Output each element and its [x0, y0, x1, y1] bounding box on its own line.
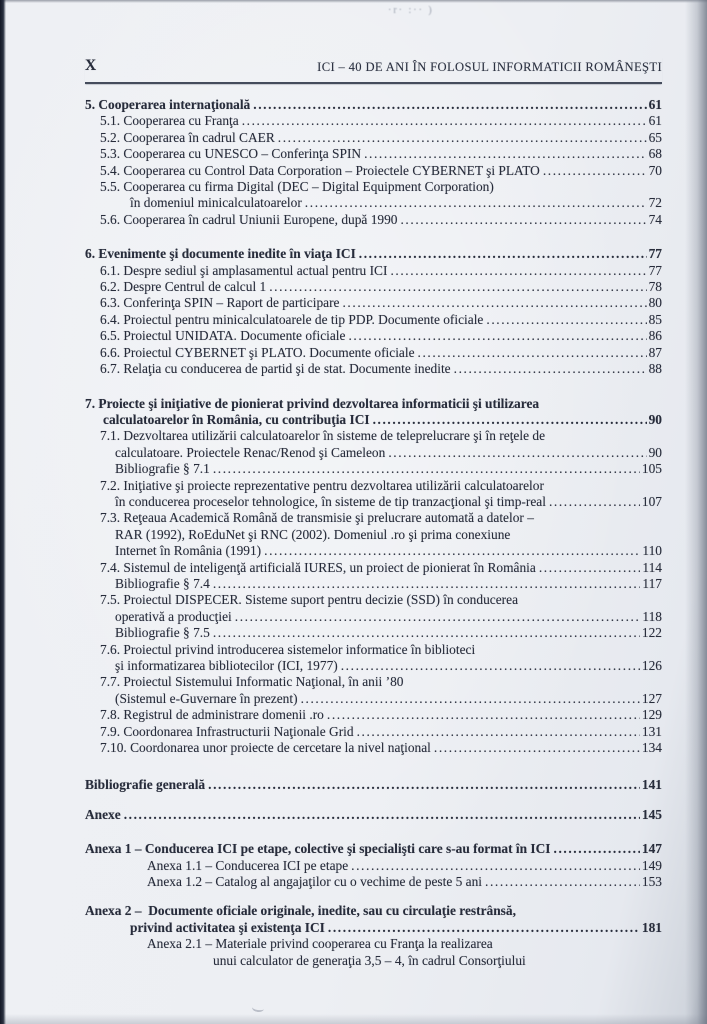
toc-page-number: 114 — [642, 559, 662, 575]
toc-line-text: 5.6. Cooperarea în cadrul Uniunii Europene, după 1990 — [100, 211, 398, 227]
toc-line-text: 5. Cooperarea internaţională — [85, 97, 251, 112]
toc-line — [85, 724, 662, 740]
toc-line-text: 7.1. Dezvoltarea utilizării calculatoarelor în sisteme de teleprelucrare şi în reţele de — [100, 428, 546, 444]
toc-leader-dots — [341, 658, 640, 674]
toc-leader-dots — [418, 345, 647, 361]
toc-leader-dots — [373, 412, 647, 428]
toc-leader-dots — [253, 97, 646, 113]
toc-line — [85, 295, 662, 311]
toc-page-number: 78 — [648, 279, 662, 295]
toc-line — [85, 97, 662, 113]
toc-line — [85, 428, 662, 444]
toc-page-number: 72 — [648, 195, 662, 211]
toc-line-text: 6.4. Proiectul pentru minicalculatoarele de tip PDP. Documente oficiale — [100, 311, 484, 327]
folio-number: X — [85, 57, 98, 74]
toc-page-number: 80 — [648, 295, 662, 311]
toc-page-number: 149 — [641, 857, 662, 873]
toc-line-text: 7.2. Iniţiative şi proiecte reprezentative pentru dezvoltarea utilizării calculatoarelor — [100, 477, 544, 493]
toc-line — [85, 609, 662, 625]
toc-line — [85, 625, 662, 641]
toc-page-number: 147 — [641, 841, 662, 857]
scan-bottom-edge — [0, 1014, 707, 1024]
toc-line-text: 6.2. Despre Centrul de calcul 1 — [100, 279, 267, 295]
toc-line-text: 6.5. Proiectul UNIDATA. Documente oficiale — [100, 328, 346, 344]
toc-leader-dots — [351, 858, 640, 874]
toc-leader-dots — [434, 740, 640, 756]
toc-page-number: 118 — [642, 608, 662, 624]
toc-line — [85, 658, 662, 674]
toc-line — [85, 841, 662, 857]
toc-line — [85, 361, 662, 377]
toc-page-number: 68 — [648, 146, 662, 162]
toc-line-text: 6.3. Conferinţa SPIN – Raport de participare — [100, 295, 340, 311]
scan-left-edge — [0, 0, 6, 1024]
toc-line — [85, 691, 662, 707]
toc-leader-dots — [543, 163, 647, 179]
toc-leader-dots — [342, 295, 646, 311]
toc-line-text: (Sistemul e-Guvernare în prezent) — [115, 690, 298, 706]
toc-page-number: 61 — [648, 113, 662, 129]
toc-leader-dots — [124, 807, 640, 823]
toc-leader-dots — [235, 609, 641, 625]
toc-line — [85, 920, 662, 936]
toc-line-text: Anexa 2 – Documente oficiale originale, inedite, sau cu circulaţie restrânsă, — [85, 903, 516, 919]
toc-leader-dots — [486, 312, 646, 328]
toc-line-text: şi informatizarea bibliotecilor (ICI, 1977) — [115, 658, 338, 673]
toc-page-number: 122 — [641, 625, 662, 641]
toc-page-number: 127 — [641, 690, 662, 706]
toc-line-text: 5.1. Cooperarea cu Franţa — [100, 113, 239, 129]
toc-page-number: 105 — [641, 461, 662, 477]
toc-line-text: 7.3. Reţeaua Academică Română de transmisie şi prelucrare automată a datelor – — [100, 510, 534, 526]
toc-leader-dots — [485, 874, 640, 890]
scan-smudge — [252, 1003, 265, 1013]
toc-line-text: RAR (1992), RoEduNet şi RNC (2002). Domeniul .ro şi prima conexiune — [115, 526, 511, 542]
toc-line-text: 6.7. Relaţia cu conducerea de partid şi de stat. Documente inedite — [100, 361, 451, 377]
toc-line — [85, 146, 662, 162]
toc-line — [85, 858, 662, 874]
toc-page-number: 129 — [641, 707, 662, 723]
toc-line — [85, 445, 662, 461]
toc-line — [85, 130, 662, 146]
toc-line-text: 7.8. Registrul de administrare domenii .ro — [100, 707, 324, 723]
toc-line-text: 7.5. Proiectul DISPECER. Sisteme suport pentru decizie (SSD) în conducerea — [100, 592, 519, 608]
toc-line-text: Anexa 1 – Conducerea ICI pe etape, colective şi specialişti care s-au format în ICI — [85, 841, 551, 857]
toc-line — [85, 807, 662, 823]
toc-leader-dots — [400, 212, 646, 228]
toc-page-number: 70 — [648, 162, 662, 178]
toc-leader-dots — [549, 494, 640, 510]
toc-line — [85, 510, 662, 526]
toc-page-number: 61 — [648, 97, 662, 112]
toc-line-text: Anexa 1.2 – Catalog al angajaţilor cu o vechime de peste 5 ani — [147, 874, 483, 890]
toc-page-number: 153 — [641, 874, 662, 890]
scan-artifact: ·r· :·· ) — [388, 5, 434, 16]
toc-page-number: 87 — [648, 344, 662, 360]
toc-line-text: operativă a producţiei — [115, 608, 232, 624]
toc-line-text: 5.5. Cooperarea cu firma Digital (DEC – Digital Equipment Corporation) — [100, 179, 494, 195]
toc-page-number: 90 — [648, 444, 662, 460]
toc-page-number: 77 — [648, 246, 662, 262]
toc-leader-dots — [359, 246, 647, 262]
toc-line — [85, 461, 662, 477]
toc-line — [85, 179, 662, 195]
toc-page-number: 65 — [648, 129, 662, 145]
toc-line-text: 6.1. Despre sediul şi amplasamentul actual pentru ICI — [100, 262, 388, 278]
toc-line-text: 5.2. Cooperarea în cadrul CAER — [100, 129, 275, 145]
table-of-contents — [85, 97, 662, 969]
toc-line-text: 5.3. Cooperarea cu UNESCO – Conferinţa SPIN — [100, 146, 362, 162]
toc-leader-dots — [213, 625, 640, 641]
toc-leader-dots — [305, 195, 647, 211]
scan-top-edge — [0, 0, 707, 3]
toc-line-text: Anexa 2.1 – Materiale privind cooperarea cu Franţa la realizarea — [147, 936, 493, 952]
toc-line — [85, 953, 662, 969]
toc-line-text: în conducerea proceselor tehnologice, în sisteme de tip tranzacţional şi timp-real — [115, 493, 546, 509]
toc-line-text: Anexa 1.1 – Conducerea ICI pe etape — [147, 857, 349, 873]
toc-leader-dots — [390, 263, 646, 279]
page-header — [85, 57, 662, 84]
toc-line — [85, 494, 662, 510]
toc-leader-dots — [327, 707, 640, 723]
toc-leader-dots — [301, 691, 640, 707]
toc-leader-dots — [454, 361, 647, 377]
toc-page-number: 77 — [648, 262, 662, 278]
toc-line — [85, 874, 662, 890]
toc-line — [85, 576, 662, 592]
toc-line-text: 7.10. Coordonarea unor proiecte de cercetare la nivel naţional — [100, 740, 431, 756]
toc-line — [85, 345, 662, 361]
toc-line-text: 5.4. Cooperarea cu Control Data Corporation – Proiectele CYBERNET şi PLATO — [100, 162, 540, 178]
toc-line — [85, 777, 662, 793]
toc-line-text: 6. Evenimente şi documente inedite în viaţa ICI — [85, 246, 356, 262]
toc-line — [85, 396, 662, 412]
toc-line-text: Bibliografie § 7.4 — [115, 575, 210, 591]
toc-page-number: 110 — [642, 543, 662, 559]
toc-line — [85, 212, 662, 228]
toc-line — [85, 312, 662, 328]
toc-line — [85, 163, 662, 179]
toc-line-text: calculatoarelor în România, cu contribuţia ICI — [103, 411, 370, 427]
toc-page-number: 107 — [641, 493, 662, 509]
toc-line — [85, 592, 662, 608]
toc-line — [85, 707, 662, 723]
toc-line — [85, 527, 662, 543]
toc-line — [85, 936, 662, 952]
toc-line — [85, 279, 662, 295]
toc-line — [85, 246, 662, 262]
toc-page-number: 117 — [642, 575, 662, 591]
toc-line-text: Bibliografie generală — [85, 777, 206, 793]
toc-page-number: 85 — [648, 311, 662, 327]
toc-leader-dots — [213, 576, 641, 592]
toc-line-text: Bibliografie § 7.5 — [115, 625, 210, 641]
toc-page-number: 90 — [648, 411, 662, 427]
toc-leader-dots — [388, 445, 646, 461]
toc-line — [85, 560, 662, 576]
toc-page-number: 145 — [641, 806, 662, 822]
toc-line — [85, 674, 662, 690]
toc-line-text: 7. Proiecte şi iniţiative de pionierat privind dezvoltarea informaticii şi utilizarea — [85, 395, 540, 411]
toc-leader-dots — [364, 146, 647, 162]
toc-line-text: 6.6. Proiectul CYBERNET şi PLATO. Documente oficiale — [100, 344, 415, 360]
toc-leader-dots — [242, 113, 647, 129]
toc-leader-dots — [539, 560, 641, 576]
toc-page-number: 181 — [641, 919, 662, 935]
toc-line-text: Bibliografie § 7.1 — [115, 461, 210, 477]
toc-leader-dots — [554, 841, 640, 857]
toc-leader-dots — [213, 461, 640, 477]
toc-line-text: 7.4. Sistemul de inteligenţă artificială IURES, un proiect de pionierat în România — [100, 559, 536, 575]
toc-line — [85, 642, 662, 658]
toc-line-text: calculatoare. Proiectele Renac/Renod şi Cameleon — [115, 444, 386, 460]
toc-line-text: Anexe — [85, 806, 121, 822]
toc-page-number: 126 — [641, 658, 662, 673]
toc-leader-dots — [278, 130, 647, 146]
running-title: ICI – 40 DE ANI ÎN FOLOSUL INFORMATICII ROMÂNEŞTI — [317, 60, 662, 74]
toc-line — [85, 903, 662, 919]
toc-leader-dots — [328, 920, 640, 936]
toc-line — [85, 113, 662, 129]
toc-leader-dots — [348, 328, 646, 344]
toc-page-number: 141 — [641, 777, 662, 793]
toc-line-text: în domeniul minicalculatoarelor — [130, 195, 302, 211]
toc-leader-dots — [269, 279, 646, 295]
toc-line-text: 7.7. Proiectul Sistemului Informatic Naţional, în anii ’80 — [100, 674, 404, 690]
toc-line-text: Internet în România (1991) — [115, 543, 262, 559]
toc-line-text: 7.9. Coordonarea Infrastructurii Naţionale Grid — [100, 723, 354, 739]
toc-line — [85, 740, 662, 756]
toc-line — [85, 263, 662, 279]
toc-leader-dots — [357, 724, 640, 740]
toc-leader-dots — [264, 543, 640, 559]
toc-line-text: 7.6. Proiectul privind introducerea sistemelor informatice în biblioteci — [100, 641, 476, 657]
toc-line — [85, 195, 662, 211]
toc-page-number: 134 — [641, 740, 662, 756]
toc-page-number: 131 — [641, 723, 662, 739]
toc-line-text: privind activitatea şi existenţa ICI — [130, 919, 325, 935]
toc-page-number: 86 — [648, 328, 662, 344]
toc-leader-dots — [208, 777, 640, 793]
toc-line — [85, 543, 662, 559]
toc-page-number: 74 — [648, 211, 662, 227]
toc-line — [85, 412, 662, 428]
toc-page-number: 88 — [648, 361, 662, 377]
scan-right-edge — [685, 0, 707, 1024]
toc-line-text: unui calculator de generaţia 3,5 – 4, în cadrul Consorţiului — [213, 952, 526, 968]
toc-line — [85, 478, 662, 494]
toc-line — [85, 328, 662, 344]
